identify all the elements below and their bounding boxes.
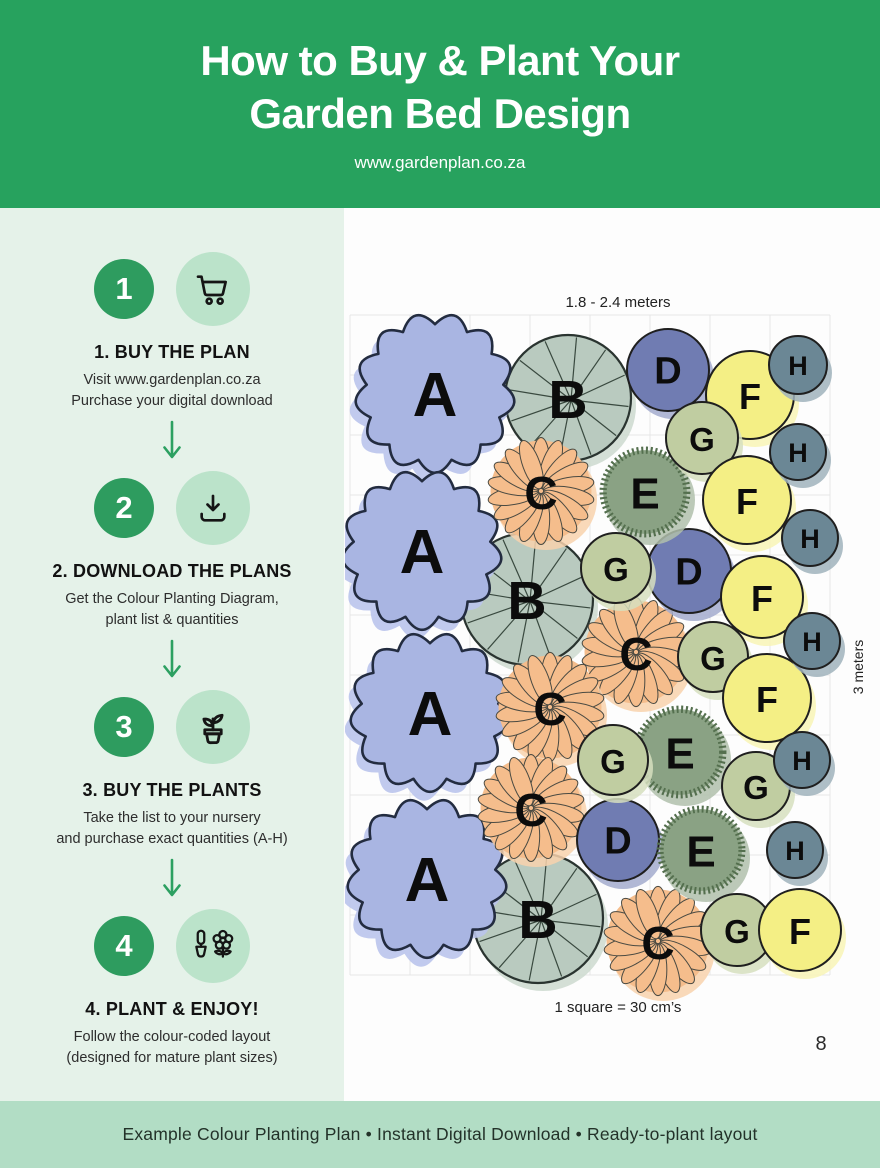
bed-height-label: 3 meters <box>850 639 866 695</box>
plant-label: F <box>751 577 773 619</box>
step-1-description: Visit www.gardenplan.co.za Purchase your digital download <box>71 372 273 410</box>
title-line-2: Garden Bed Design <box>249 90 631 137</box>
download-icon <box>176 471 250 545</box>
plant-label: H <box>785 836 805 867</box>
down-arrow-icon <box>161 638 183 684</box>
header <box>0 0 880 208</box>
plant-label: A <box>412 360 458 430</box>
plant-label: B <box>507 571 547 632</box>
plant-label: G <box>689 420 715 458</box>
down-arrow-icon <box>161 419 183 465</box>
step-3-number: 3 <box>115 709 133 745</box>
plant-label: H <box>788 351 808 382</box>
steps-sidebar <box>0 208 344 1101</box>
shopping-cart-icon <box>176 252 250 326</box>
step-1-title: 1. BUY THE PLAN <box>94 342 250 362</box>
plant-c-circle <box>603 886 715 1001</box>
step-2-title: 2. DOWNLOAD THE PLANS <box>52 561 292 582</box>
plant-label: C <box>641 916 675 969</box>
plant-label: B <box>518 890 558 951</box>
plant-label: A <box>407 679 453 749</box>
plant-label: G <box>700 639 726 677</box>
step-4-number-badge <box>94 916 154 976</box>
plant-label: A <box>399 517 445 587</box>
plant-label: G <box>743 768 769 806</box>
plant-label: C <box>514 783 548 836</box>
step-3 <box>7 690 337 909</box>
plant-label: E <box>665 729 695 779</box>
step-1-number-badge <box>94 259 154 319</box>
step-2-number-badge <box>94 478 154 538</box>
page-title <box>0 34 880 140</box>
step-1 <box>7 252 337 471</box>
plant-label: C <box>524 466 558 519</box>
plant-a-circle <box>345 634 509 801</box>
potted-plant-icon <box>176 690 250 764</box>
plant-label: G <box>600 742 626 780</box>
grid-scale-label: 1 square = 30 cm’s <box>554 999 682 1016</box>
step-2-icons <box>7 471 337 545</box>
step-3-icons <box>7 690 337 764</box>
footer-text: Example Colour Planting Plan • Instant Digital Download • Ready-to-plant layout <box>122 1124 758 1144</box>
step-2-number: 2 <box>115 490 133 526</box>
footer-banner <box>0 1101 880 1168</box>
step-4-icons <box>7 909 337 983</box>
plant-label: C <box>619 627 653 680</box>
down-arrow-icon <box>161 857 183 903</box>
plant-label: H <box>802 627 822 658</box>
plant-label: F <box>756 678 778 720</box>
plant-label: D <box>654 350 682 393</box>
garden-bed-diagram <box>345 208 880 1101</box>
plant-h-circle <box>767 822 828 886</box>
plant-label: H <box>792 746 812 777</box>
plant-label: H <box>800 524 820 555</box>
step-1-icons <box>7 252 337 326</box>
plant-label: F <box>736 480 758 522</box>
step-2 <box>7 471 337 690</box>
step-3-description: Take the list to your nursery and purchase exact quantities (A-H) <box>56 810 288 848</box>
plant-e-circle <box>660 809 750 902</box>
plant-label: E <box>630 469 660 519</box>
plant-label: F <box>739 375 761 417</box>
step-4-description: Follow the colour-coded layout (designed for mature plant sizes) <box>66 1029 278 1067</box>
bed-width-label: 1.8 - 2.4 meters <box>565 294 671 311</box>
plant-label: A <box>404 845 450 915</box>
plant-h-circle <box>782 510 843 574</box>
trowel-flower-icon <box>176 909 250 983</box>
plant-label: F <box>789 910 811 952</box>
website-url: www.gardenplan.co.za <box>354 153 526 172</box>
page-number: 8 <box>815 1033 827 1055</box>
plant-label: C <box>533 682 567 735</box>
step-3-title: 3. BUY THE PLANTS <box>82 780 262 801</box>
plant-label: B <box>548 370 588 431</box>
step-2-description: Get the Colour Planting Diagram, plant list & quantities <box>65 591 279 629</box>
plant-f-circle <box>759 889 846 979</box>
plant-label: E <box>686 827 716 877</box>
plant-label: G <box>603 550 629 588</box>
step-4 <box>7 909 337 1069</box>
step-4-title: 4. PLANT & ENJOY! <box>85 999 259 1020</box>
plant-a-circle <box>350 315 515 482</box>
plant-label: D <box>675 551 703 594</box>
step-4-number: 4 <box>115 928 133 964</box>
step-1-number: 1 <box>115 271 133 306</box>
step-3-number-badge <box>94 697 154 757</box>
plant-label: H <box>788 438 808 469</box>
title-line-1: How to Buy & Plant Your <box>200 37 680 84</box>
plant-label: G <box>724 912 750 950</box>
plant-label: D <box>604 820 632 863</box>
